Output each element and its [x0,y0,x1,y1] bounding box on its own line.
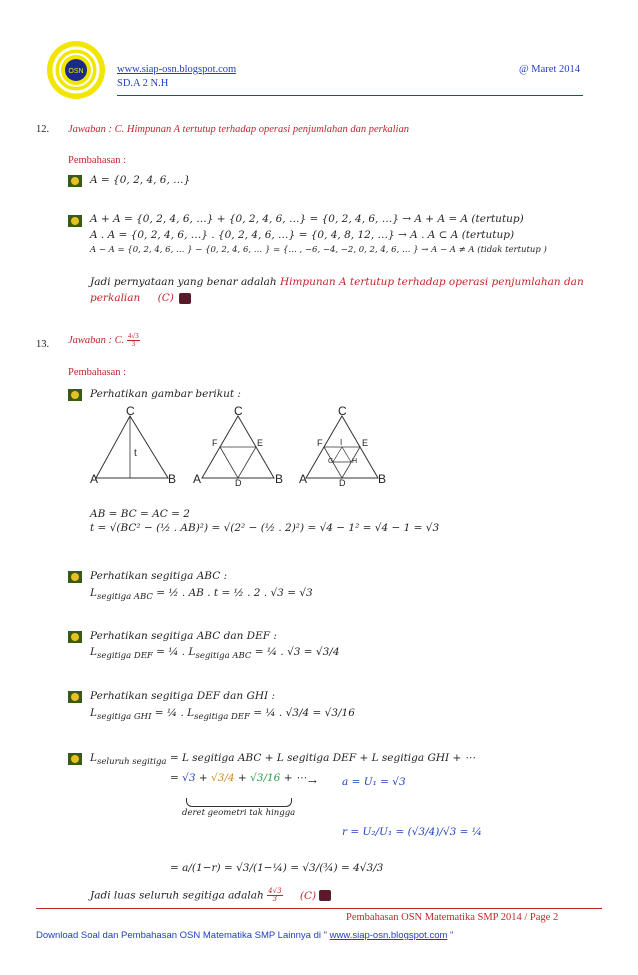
bullet-icon [68,628,82,640]
q13-r-label: r = [342,826,360,838]
face-icon [319,890,331,901]
q13-sum-result: = a/(1−r) = √3/(1−¼) = √3/(¾) = 4√3/3 [170,862,384,874]
bullet-icon [68,568,82,580]
footer-divider [36,908,602,909]
q13-eq2-root1: √(BC² − (½ . AB)²) = √(2² − (½ . 2)²) [109,522,305,534]
fig3-label-h: H [352,458,358,465]
q13-answer-label: Jawaban : C. [68,335,125,346]
q12-pembahasan-label: Pembahasan : [68,155,127,166]
bullet-icon [68,386,82,398]
q13-final-den: 3 [272,895,278,903]
fig2-label-c: C [234,404,243,418]
bullet-icon [68,172,82,184]
q12-line1: A = {0, 2, 4, 6, …} [90,174,191,186]
q12-conclusion-line2 [90,292,191,304]
q13-number: 13. [36,339,50,350]
bullet-icon [68,750,82,762]
q12-line3: A . A = {0, 2, 4, 6, …} . {0, 2, 4, 6, …} = {0, 4, 8, 12, …} → A . A ⊂ A (tertutup) [90,229,515,241]
fig3-label-e: E [362,438,369,448]
logo [46,40,106,100]
header-author: SD.A 2 N.H [117,78,169,89]
q13-answer-num: 4√3 [127,332,139,340]
fig3-label-i: I [340,438,343,447]
q13-eq2-lhs: t = [90,522,107,534]
q13-final-text: Jadi luas seluruh segitiga adalah [90,889,264,902]
fig1-label-a: A [90,472,99,486]
q13-s3-title: Perhatikan segitiga DEF dan GHI : [90,690,276,702]
fig2-label-a: A [193,472,202,486]
fig3-label-a: A [299,472,308,486]
bullet-icon [68,688,82,700]
footer-download-text: Download Soal dan Pembahasan OSN Matematika SMP Lainnya di " [36,930,330,941]
q12-number: 12. [36,124,50,135]
q13-final-fraction [267,888,282,903]
bullet-icon [68,212,82,224]
q13-sum-eq: $L_{seluruh segitiga} = L$ segitiga ABC + L segitiga DEF + L segitiga GHI + ⋯ [90,752,476,768]
q13-final-num: 4√3 [268,887,282,895]
q12-conclusion-highlight: Himpunan A tertutup terhadap operasi penjumlahan dan [279,276,584,288]
fig3-label-f: F [317,438,323,448]
q12-line2: A + A = {0, 2, 4, 6, …} + {0, 2, 4, 6, …} = {0, 2, 4, 6, …} → A + A = A (tertutup) [90,213,524,225]
fig3-label-d: D [339,478,346,488]
q12-conclusion-choice: (C) [157,292,174,304]
q13-answer-fraction [127,333,140,348]
footer-download-end: " [447,930,454,941]
q12-conclusion-perkalian: perkalian [90,292,141,304]
q12-answer: Jawaban : C. Himpunan A tertutup terhadap operasi penjumlahan dan perkalian [68,124,409,135]
q12-conclusion-text: Jadi pernyataan yang benar adalah [90,276,280,288]
q13-arrow: → [308,776,317,788]
footer-link[interactable]: www.siap-osn.blogspot.com [329,930,448,941]
footer-download [36,930,453,941]
q13-s1-title: Perhatikan segitiga ABC : [90,570,228,582]
header-divider [117,95,583,96]
svg-text:OSN: OSN [68,68,84,75]
q13-eq2 [90,522,439,534]
q13-s2-title: Perhatikan segitiga ABC dan DEF : [90,630,277,642]
q13-final-choice: (C) [299,889,317,902]
q13-eq1: AB = BC = AC = 2 [90,508,190,520]
q13-series: = √3 + √3/4 + √3/16 + ⋯ [170,772,307,784]
fig2-label-d: D [235,478,242,488]
q13-s3-eq: $L_{segitiga GHI}$ = ¼ . $L_{segitiga DEF}$ = ¼ . √3/4 = √3/16 [90,707,355,723]
header-site-link[interactable]: www.siap-osn.blogspot.com [117,64,237,75]
q12-line4: A − A = {0, 2, 4, 6, … } − {0, 2, 4, 6, … } = {… , −6, −4, −2, 0, 2, 4, 6, … } → A − A ≠ A (tidak tertutup ) [90,245,547,255]
q13-sum-rhs: = L segitiga ABC + L segitiga DEF + L segitiga GHI + ⋯ [169,752,476,764]
q13-eq2-rhs: = √4 − 1² = √4 − 1 = √3 [307,522,440,534]
q13-intro: Perhatikan gambar berikut : [90,388,241,400]
q13-answer [68,333,140,348]
fig2-label-f: F [212,438,218,448]
q13-a-eq: a = U₁ = √3 [342,776,406,788]
header-date: @ Maret 2014 [519,64,580,75]
fig1-label-c: C [126,404,135,418]
q13-s1-result: = √3 [287,587,313,599]
face-icon [179,293,191,304]
q13-final [90,888,331,903]
series-brace [186,798,292,807]
q13-s2-eq: $L_{segitiga DEF}$ = ¼ . $L_{segitiga ABC}$ = ¼ . √3 = √3/4 [90,646,340,662]
fig1-label-t: t [134,448,137,459]
fig3-label-b: B [378,472,387,486]
q13-answer-den: 3 [131,340,136,348]
q13-series-label: deret geometri tak hingga [182,808,296,818]
fig2-label-e: E [257,438,264,448]
q12-conclusion-line1 [90,276,584,288]
q13-pembahasan-label: Pembahasan : [68,367,127,378]
fig1-label-b: B [168,472,177,486]
q13-s1-eq: $L_{segitiga ABC}$ = ½ . AB . t = ½ . 2 . √3 = √3 [90,587,313,603]
fig3-label-g: G [328,458,334,465]
q13-r-eq: r = U₂/U₁ = (√3/4)/√3 = ¼ [342,826,482,838]
footer-page-info: Pembahasan OSN Matematika SMP 2014 / Page 2 [346,912,559,923]
fig3-label-c: C [338,404,347,418]
fig2-label-b: B [275,472,284,486]
